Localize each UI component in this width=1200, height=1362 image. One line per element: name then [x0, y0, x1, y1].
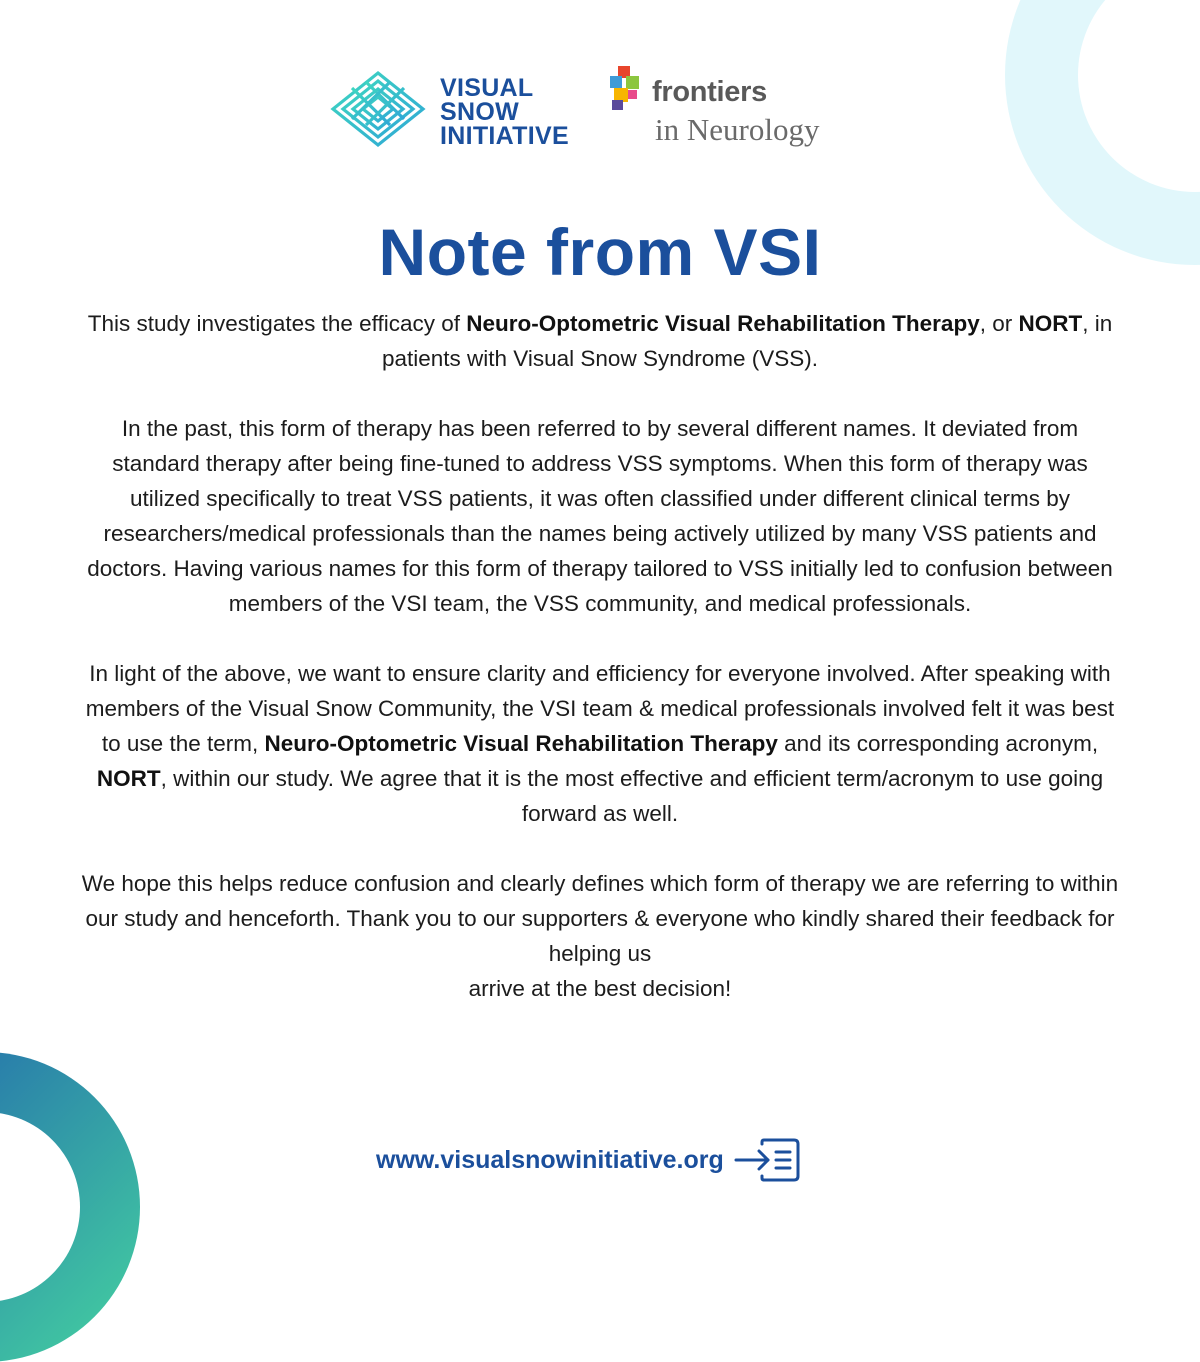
text-run: arrive at the best decision!	[468, 976, 732, 1001]
text-run: , within our study. We agree that it is the most effective and efficient term/acronym to use going forward as well.	[160, 766, 1104, 826]
note-body	[75, 306, 1125, 1041]
paragraph-decision	[75, 656, 1125, 831]
arrow-into-page-icon[interactable]	[732, 1138, 802, 1182]
frontiers-wordmark: frontiers	[652, 76, 767, 108]
vsi-wordmark-line: SNOW	[440, 98, 519, 126]
bold-acronym: NORT	[96, 766, 161, 791]
frontiers-subtitle: in Neurology	[655, 112, 820, 147]
paragraph-closing	[75, 866, 1125, 1006]
decorative-arc-bottom-left	[0, 1052, 140, 1362]
bold-term: Neuro-Optometric Visual Rehabilitation Therapy	[264, 731, 778, 756]
text-run: This study investigates the efficacy of	[87, 311, 467, 336]
vsi-logo-icon	[330, 70, 426, 148]
logo-bar	[0, 62, 1200, 162]
vsi-wordmark-line: INITIATIVE	[440, 122, 569, 150]
vsi-wordmark-line: VISUAL	[440, 74, 534, 102]
text-run: In light of the above, we want to ensure clarity and efficiency for everyone involved. After speaking with members of the Visual Snow Community, the VSI team & medical professionals involved felt it was best to use the term,	[85, 661, 1115, 756]
text-run: and its corresponding acronym,	[777, 731, 1099, 756]
page-title: Note from VSI	[378, 215, 822, 289]
text-run: , or	[979, 311, 1019, 336]
bold-acronym: NORT	[1018, 311, 1083, 336]
bold-term: Neuro-Optometric Visual Rehabilitation Therapy	[466, 311, 980, 336]
paragraph-history: In the past, this form of therapy has been referred to by several different names. It deviated from standard therapy after being fine-tuned to address VSS symptoms. When this form of therapy was utilized specifically to treat VSS patients, it was often classified under different clinical terms by researchers/medical professionals than the names being actively utilized by many VSS patients and doctors. Having various names for this form of therapy tailored to VSS initially led to confusion between members of the VSI team, the VSS community, and medical professionals.	[87, 416, 1113, 616]
frontiers-logo-icon	[608, 64, 650, 112]
website-link[interactable]: www.visualsnowinitiative.org	[376, 1145, 724, 1174]
text-run: , in patients with Visual Snow Syndrome (VSS).	[381, 311, 1113, 371]
footer	[376, 1138, 802, 1182]
paragraph-intro	[75, 306, 1125, 376]
vsi-wordmark	[440, 76, 569, 148]
text-run: We hope this helps reduce confusion and clearly defines which form of therapy we are referring to within our study and henceforth. Thank you to our supporters & everyone who kindly shared their feedback for helping us	[81, 871, 1119, 966]
